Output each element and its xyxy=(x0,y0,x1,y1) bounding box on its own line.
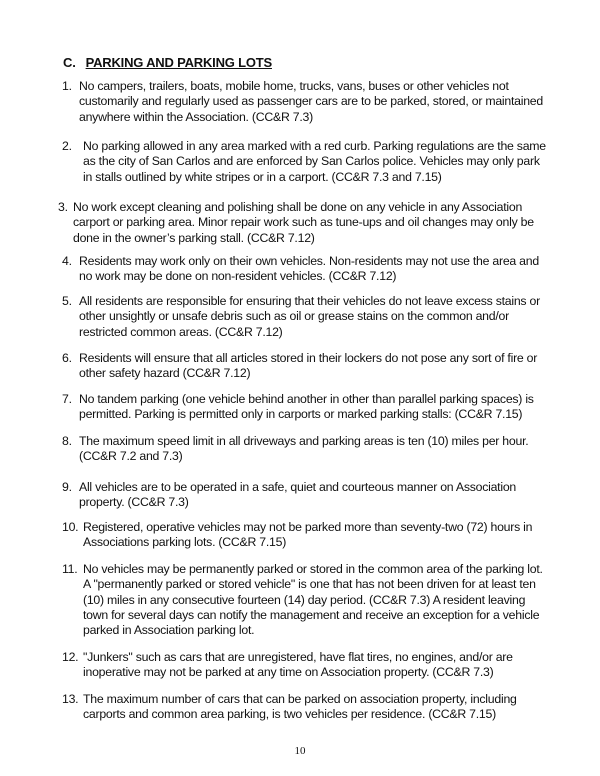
item-number: 3. xyxy=(58,200,68,214)
list-item xyxy=(62,562,546,638)
item-text: Registered, operative vehicles may not be parked more than seventy-two (72) hours in Associations parking lots. (CC&R 7.15) xyxy=(83,520,533,550)
item-number: 1. xyxy=(62,79,72,93)
list-item xyxy=(62,294,546,340)
item-text: Residents may work only on their own vehicles. Non-residents may not use the area and no work may be done on non-resident vehicles. (CC&R 7.12) xyxy=(79,254,539,284)
section-title: PARKING AND PARKING LOTS xyxy=(85,55,272,70)
list-item xyxy=(62,254,546,285)
list-item xyxy=(62,351,546,382)
item-text: All residents are responsible for ensuring that their vehicles do not leave excess stains or other unsightly or unsafe debris such as oil or grease stains on the common and/or restricted common areas. (CC&R 7.12) xyxy=(79,294,540,339)
item-text: No tandem parking (one vehicle behind another in other than parallel parking spaces) is permitted. Parking is permitted only in carports or marked parking stalls: (CC&R 7.15) xyxy=(79,392,534,422)
list-item xyxy=(62,650,546,681)
page-number: 10 xyxy=(294,745,306,757)
list-item xyxy=(58,200,546,246)
list-item xyxy=(62,434,546,465)
list-item xyxy=(62,520,546,551)
item-text: Residents will ensure that all articles stored in their lockers do not pose any sort of fire or other safety hazard (CC&R 7.12) xyxy=(79,351,538,381)
item-number: 7. xyxy=(62,392,72,406)
list-item xyxy=(62,480,546,511)
item-number: 6. xyxy=(62,351,72,365)
item-number: 4. xyxy=(62,254,72,268)
item-number: 2. xyxy=(62,139,72,153)
item-text: The maximum number of cars that can be parked on association property, including carports and common area parking, is two vehicles per residence. (CC&R 7.15) xyxy=(83,692,517,722)
list-item xyxy=(62,79,546,125)
item-text: "Junkers" such as cars that are unregistered, have flat tires, no engines, and/or are inoperative may not be parked at any time on Association property. (CC&R 7.3) xyxy=(83,650,513,680)
item-text: No campers, trailers, boats, mobile home, trucks, vans, buses or other vehicles not customarily and regularly used as passenger cars are to be parked, stored, or maintained anywhere within the Association. (CC&R 7.3) xyxy=(79,79,543,124)
item-text: All vehicles are to be operated in a safe, quiet and courteous manner on Association property. (CC&R 7.3) xyxy=(79,480,517,510)
item-text: The maximum speed limit in all driveways and parking areas is ten (10) miles per hour. (CC&R 7.2 and 7.3) xyxy=(79,434,529,464)
item-number: 10. xyxy=(62,520,79,534)
item-text: No parking allowed in any area marked with a red curb. Parking regulations are the same as the city of San Carlos and are enforced by San Carlos police. Vehicles may only park in stalls outlined by white stripes or in a carport. (CC&R 7.3 and 7.15) xyxy=(83,139,546,184)
section-heading xyxy=(63,55,272,70)
list-item xyxy=(62,692,546,723)
section-letter: C. xyxy=(63,55,76,70)
list-item xyxy=(62,392,546,423)
item-number: 11. xyxy=(62,562,78,576)
item-number: 12. xyxy=(62,650,79,664)
item-number: 13. xyxy=(62,692,79,706)
item-number: 9. xyxy=(62,480,72,494)
item-text: No work except cleaning and polishing shall be done on any vehicle in any Association carport or parking area. Minor repair work such as tune-ups and oil changes may only be done in the owner’s parking stall. (CC&R 7.12) xyxy=(73,200,534,245)
list-item xyxy=(62,139,546,185)
item-text: No vehicles may be permanently parked or stored in the common area of the parking lot. A "permanently parked or stored vehicle" is one that has not been driven for at least ten (10) miles in any consecutive fourteen (14) day period. (CC&R 7.3) A resident leaving town for several days can notify the management and receive an exception for a vehicle parked in Association parking lot. xyxy=(83,562,543,638)
item-number: 8. xyxy=(62,434,72,448)
item-number: 5. xyxy=(62,294,72,308)
